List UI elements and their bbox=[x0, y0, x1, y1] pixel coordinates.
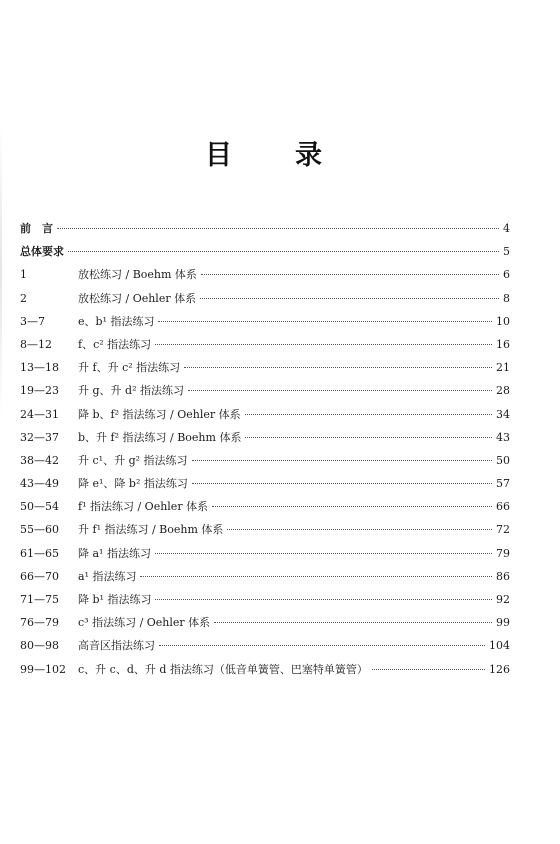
toc-row[interactable] bbox=[20, 614, 510, 637]
toc-page-number: 10 bbox=[496, 314, 510, 328]
toc-row[interactable] bbox=[20, 406, 510, 429]
toc-row[interactable] bbox=[20, 452, 510, 475]
toc-dot-leader bbox=[227, 529, 492, 530]
toc-entry-title: a¹ 指法练习 bbox=[78, 569, 137, 583]
toc-exercise-number: 50—54 bbox=[20, 500, 59, 514]
toc-page-number: 66 bbox=[496, 500, 510, 514]
toc-page-number: 43 bbox=[496, 430, 510, 444]
toc-page-number: 21 bbox=[496, 361, 510, 375]
toc-dot-leader bbox=[245, 437, 492, 438]
toc-exercise-number: 32—37 bbox=[20, 430, 59, 444]
toc-entry-title: 升 c¹、升 g² 指法练习 bbox=[78, 453, 188, 467]
toc-row[interactable] bbox=[20, 475, 510, 498]
toc-entry-title: 前 言 bbox=[20, 222, 53, 235]
toc-entry-title: 总体要求 bbox=[20, 245, 64, 259]
toc-exercise-number: 1 bbox=[20, 268, 27, 282]
toc-page-number: 79 bbox=[496, 546, 510, 560]
toc-exercise-number: 71—75 bbox=[20, 593, 59, 606]
toc-dot-leader bbox=[159, 645, 485, 646]
toc-exercise-number: 38—42 bbox=[20, 453, 59, 467]
toc-entry-title: 降 a¹ 指法练习 bbox=[78, 546, 151, 560]
toc-exercise-number: 24—31 bbox=[20, 407, 59, 421]
toc-dot-leader bbox=[200, 298, 499, 299]
toc-exercise-number: 55—60 bbox=[20, 523, 59, 537]
toc-row[interactable] bbox=[20, 266, 510, 289]
toc-dot-leader bbox=[192, 483, 492, 484]
toc-page-number: 8 bbox=[503, 291, 510, 305]
toc-dot-leader bbox=[212, 506, 492, 507]
toc-row[interactable] bbox=[20, 637, 510, 660]
toc-entry-title: 降 b¹ 指法练习 bbox=[78, 593, 152, 606]
toc-row[interactable] bbox=[20, 290, 510, 313]
toc-entry-title: c、升 c、d、升 d 指法练习（低音单簧管、巴塞特单簧管） bbox=[78, 662, 368, 676]
toc-dot-leader bbox=[158, 321, 492, 322]
toc-entry-title: c³ 指法练习 / Oehler 体系 bbox=[78, 616, 211, 630]
toc-dot-leader bbox=[68, 251, 499, 252]
toc-page-number: 5 bbox=[503, 245, 510, 259]
toc-exercise-number: 66—70 bbox=[20, 569, 59, 583]
toc-entry-title: 高音区指法练习 bbox=[78, 639, 155, 653]
toc-entry-title: 降 e¹、降 b² 指法练习 bbox=[78, 477, 188, 491]
toc-entry-title: 升 f¹ 指法练习 / Boehm 体系 bbox=[78, 523, 224, 537]
toc-page-number: 50 bbox=[496, 453, 510, 467]
toc-page-number: 92 bbox=[496, 593, 510, 606]
toc-dot-leader bbox=[155, 599, 492, 600]
toc-row[interactable] bbox=[20, 243, 510, 266]
toc-dot-leader bbox=[201, 274, 499, 275]
toc-page-number: 86 bbox=[496, 569, 510, 583]
toc-entry-title: 升 g、升 d² 指法练习 bbox=[78, 384, 184, 398]
toc-entry-title: 放松练习 / Boehm 体系 bbox=[78, 268, 197, 282]
toc-dot-leader bbox=[140, 576, 492, 577]
toc-page-number: 16 bbox=[496, 337, 510, 351]
toc-page-number: 6 bbox=[503, 268, 510, 282]
toc-exercise-number: 80—98 bbox=[20, 639, 59, 653]
toc-row[interactable] bbox=[20, 359, 510, 382]
toc-dot-leader bbox=[155, 553, 492, 554]
toc-page-number: 34 bbox=[496, 407, 510, 421]
toc-page-number: 104 bbox=[489, 639, 510, 653]
toc-row[interactable] bbox=[20, 429, 510, 452]
toc-row[interactable] bbox=[20, 498, 510, 521]
toc-row[interactable] bbox=[20, 568, 510, 591]
title-char-1: 目 bbox=[205, 140, 232, 171]
toc-dot-leader bbox=[57, 228, 499, 229]
toc-row[interactable] bbox=[20, 521, 510, 544]
toc-row[interactable] bbox=[20, 661, 510, 684]
toc-exercise-number: 19—23 bbox=[20, 384, 59, 398]
toc-page-number: 72 bbox=[496, 523, 510, 537]
toc-page-number: 4 bbox=[503, 222, 510, 235]
toc-entry-title: 放松练习 / Oehler 体系 bbox=[78, 291, 197, 305]
toc-row[interactable] bbox=[20, 336, 510, 359]
toc-dot-leader bbox=[245, 414, 492, 415]
toc-row[interactable] bbox=[20, 382, 510, 405]
toc-entry-title: f¹ 指法练习 / Oehler 体系 bbox=[78, 500, 209, 514]
toc-dot-leader bbox=[192, 460, 492, 461]
toc-dot-leader bbox=[372, 669, 485, 670]
toc-exercise-number: 8—12 bbox=[20, 337, 52, 351]
toc-exercise-number: 61—65 bbox=[20, 546, 59, 560]
toc-row[interactable] bbox=[20, 220, 510, 243]
toc-exercise-number: 76—79 bbox=[20, 616, 59, 630]
toc-row[interactable] bbox=[20, 313, 510, 336]
toc-dot-leader bbox=[155, 344, 492, 345]
toc-entry-title: 升 f、升 c² 指法练习 bbox=[78, 361, 181, 375]
page-title bbox=[0, 140, 560, 180]
toc-page-number: 126 bbox=[489, 662, 510, 676]
title-char-2: 录 bbox=[295, 140, 322, 171]
toc-page-number: 99 bbox=[496, 616, 510, 630]
toc-exercise-number: 3—7 bbox=[20, 314, 45, 328]
toc-page-number: 28 bbox=[496, 384, 510, 398]
toc-exercise-number: 99—102 bbox=[20, 662, 66, 676]
toc-entry-title: b、升 f² 指法练习 / Boehm 体系 bbox=[78, 430, 242, 444]
toc-entry-title: 降 b、f² 指法练习 / Oehler 体系 bbox=[78, 407, 241, 421]
toc-row[interactable] bbox=[20, 591, 510, 614]
toc-row[interactable] bbox=[20, 545, 510, 568]
toc-dot-leader bbox=[214, 622, 492, 623]
toc-entry-title: e、b¹ 指法练习 bbox=[78, 314, 155, 328]
toc-entry-title: f、c² 指法练习 bbox=[78, 337, 152, 351]
toc-dot-leader bbox=[188, 390, 492, 391]
toc-exercise-number: 43—49 bbox=[20, 477, 59, 491]
toc-exercise-number: 13—18 bbox=[20, 361, 59, 375]
toc-dot-leader bbox=[184, 367, 492, 368]
toc-exercise-number: 2 bbox=[20, 291, 27, 305]
table-of-contents bbox=[20, 220, 510, 684]
toc-page-number: 57 bbox=[496, 477, 510, 491]
